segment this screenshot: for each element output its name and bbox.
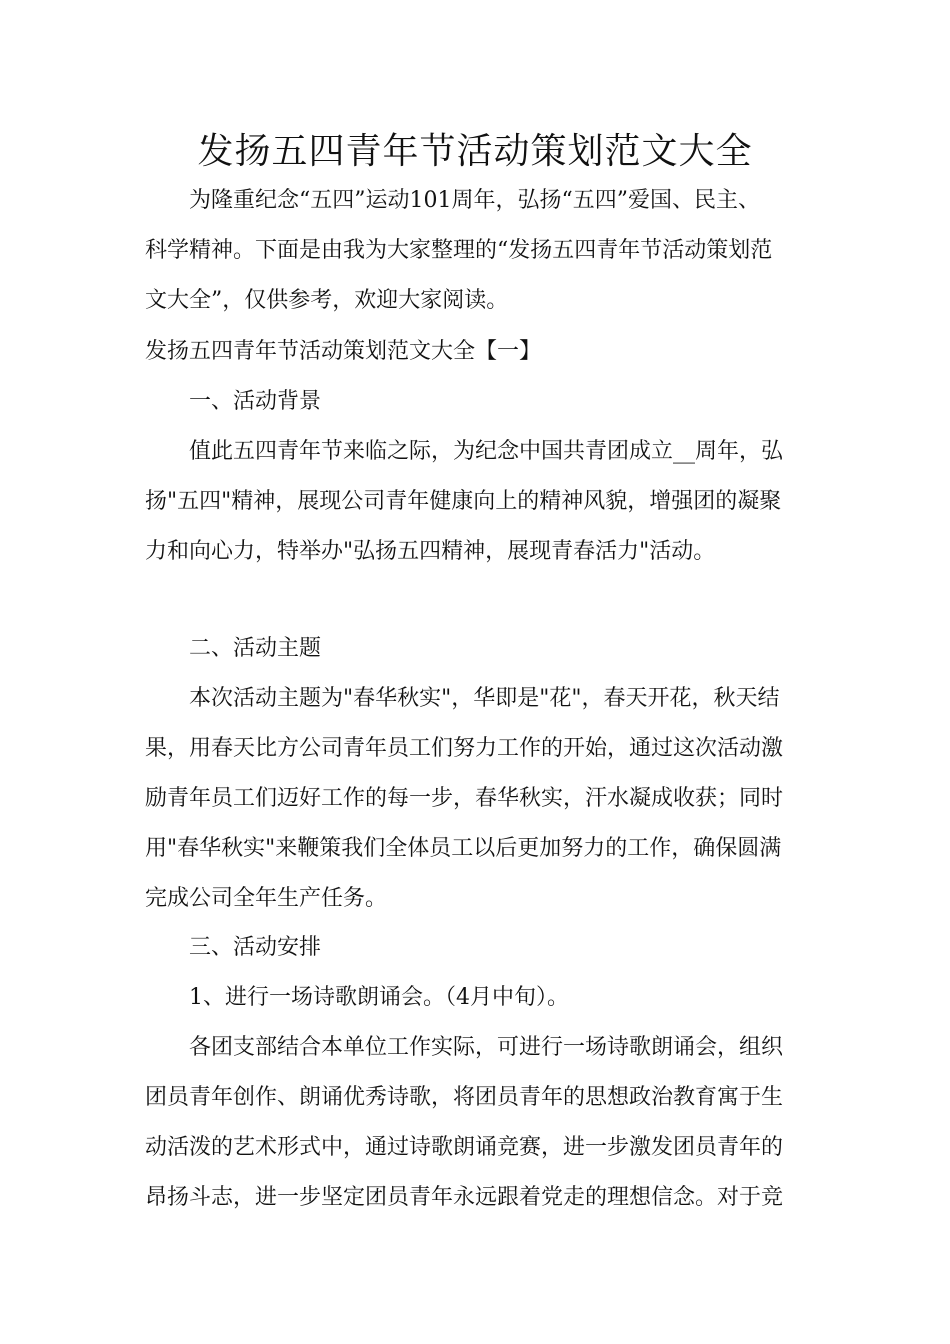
section-title: 发扬五四青年节活动策划范文大全【一】 — [145, 339, 542, 364]
theme-line: 本次活动主题为"春华秋实"，华即是"花"，春天开花，秋天结 — [189, 686, 780, 711]
arrangement-item-1-paragraph — [145, 1023, 825, 1223]
background-line: 力和向心力，特举办"弘扬五四精神，展现青春活力"活动。 — [145, 539, 716, 564]
background-line: 值此五四青年节来临之际，为纪念中国共青团成立__周年，弘 — [189, 439, 784, 464]
theme-line: 果，用春天比方公司青年员工们努力工作的开始，通过这次活动激 — [145, 736, 784, 761]
heading-background: 一、活动背景 — [189, 389, 322, 414]
intro-paragraph — [145, 176, 825, 326]
arrangement-item-1: 1、进行一场诗歌朗诵会。（4月中旬）。 — [189, 985, 569, 1010]
heading-theme: 二、活动主题 — [189, 636, 322, 661]
document-title: 发扬五四青年节活动策划范文大全 — [197, 131, 753, 172]
theme-line: 用"春华秋实"来鞭策我们全体员工以后更加努力的工作，确保圆满 — [145, 836, 782, 861]
heading-arrangement: 三、活动安排 — [189, 935, 322, 960]
item-1-line: 团员青年创作、朗诵优秀诗歌，将团员青年的思想政治教育寓于生 — [145, 1085, 784, 1110]
theme-paragraph — [145, 674, 825, 924]
item-1-line: 各团支部结合本单位工作实际，可进行一场诗歌朗诵会，组织 — [189, 1035, 784, 1060]
intro-line: 科学精神。下面是由我为大家整理的“发扬五四青年节活动策划范 — [145, 238, 773, 263]
background-line: 扬"五四"精神，展现公司青年健康向上的精神风貌，增强团的凝聚 — [145, 489, 782, 514]
item-1-line: 昂扬斗志，进一步坚定团员青年永远跟着党走的理想信念。对于竞 — [145, 1185, 784, 1210]
intro-line: 为隆重纪念“五四”运动101周年，弘扬“五四”爱国、民主、 — [189, 188, 760, 213]
theme-line: 完成公司全年生产任务。 — [145, 886, 388, 911]
item-1-line: 动活泼的艺术形式中，通过诗歌朗诵竞赛，进一步激发团员青年的 — [145, 1135, 784, 1160]
intro-line: 文大全”，仅供参考，欢迎大家阅读。 — [145, 288, 509, 313]
background-paragraph — [145, 427, 825, 577]
theme-line: 励青年员工们迈好工作的每一步，春华秋实，汗水凝成收获；同时 — [145, 786, 784, 811]
